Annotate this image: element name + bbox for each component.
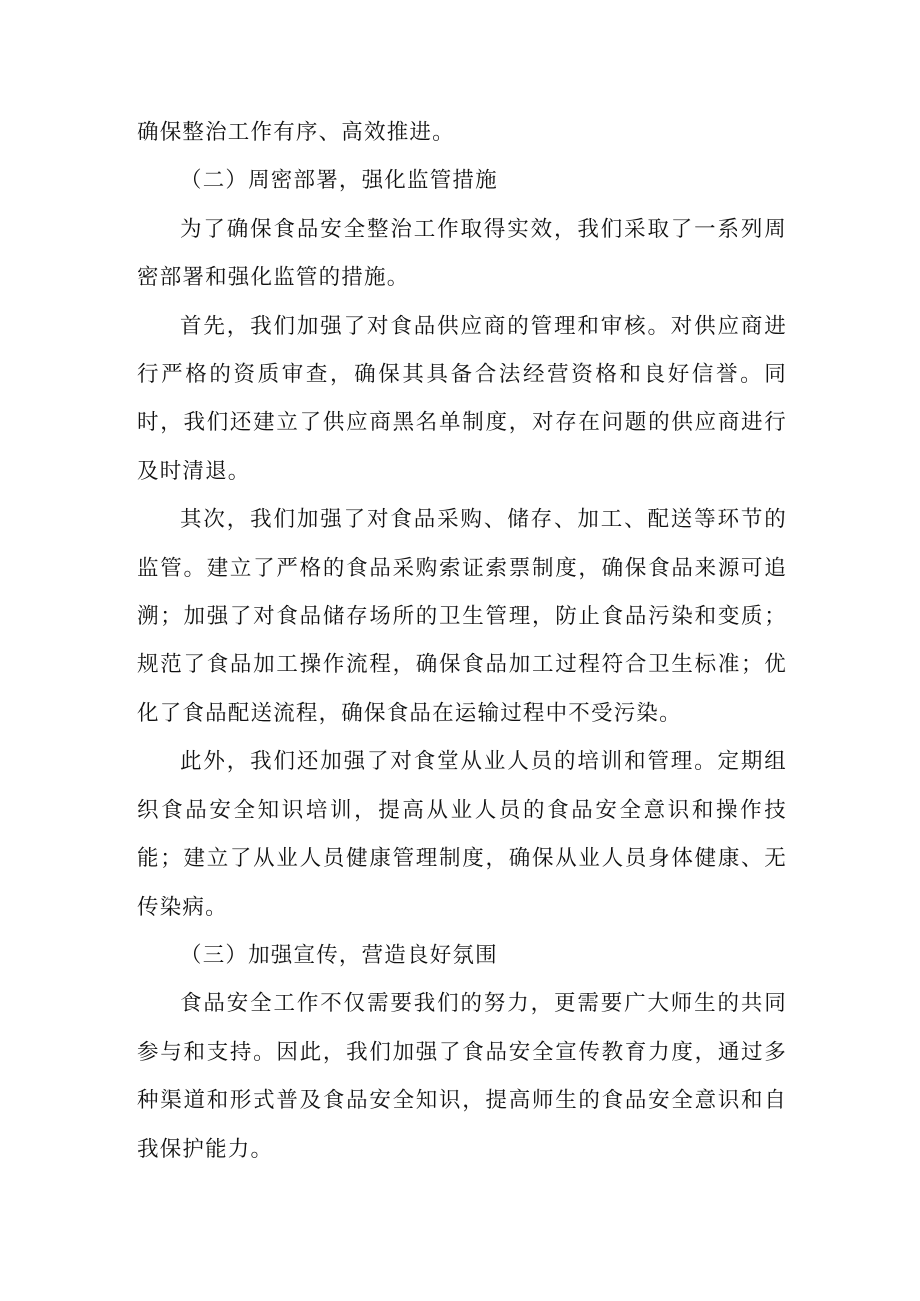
paragraph-second: 其次，我们加强了对食品采购、储存、加工、配送等环节的监管。建立了严格的食品采购索证索票制度，确保食品来源可追溯；加强了对食品储存场所的卫生管理，防止食品污染和变质；规范了食品加工操作流程，确保食品加工过程符合卫生标准；优化了食品配送流程，确保食品在运输过程中不受污染。 [137,507,787,726]
paragraph-first: 首先，我们加强了对食品供应商的管理和审核。对供应商进行严格的资质审查，确保其具备合法经营资格和良好信誉。同时，我们还建立了供应商黑名单制度，对存在问题的供应商进行及时清退。 [137,313,787,484]
document-body [137,109,787,1174]
paragraph-moreover: 此外，我们还加强了对食堂从业人员的培训和管理。定期组织食品安全知识培训，提高从业人员的食品安全意识和操作技能；建立了从业人员健康管理制度，确保从业人员身体健康、无传染病。 [137,749,787,920]
section-heading-3: （三）加强宣传，营造良好氛围 [180,942,498,968]
section-heading-2: （二）周密部署，强化监管措施 [180,168,498,194]
paragraph-continuation: 确保整治工作有序、高效推进。 [137,120,455,145]
paragraph-intro: 为了确保食品安全整治工作取得实效，我们采取了一系列周密部署和强化监管的措施。 [137,216,787,291]
paragraph-publicity: 食品安全工作不仅需要我们的努力，更需要广大师生的共同参与和支持。因此，我们加强了食品安全宣传教育力度，通过多种渠道和形式普及食品安全知识，提高师生的食品安全意识和自我保护能力。 [137,991,787,1162]
